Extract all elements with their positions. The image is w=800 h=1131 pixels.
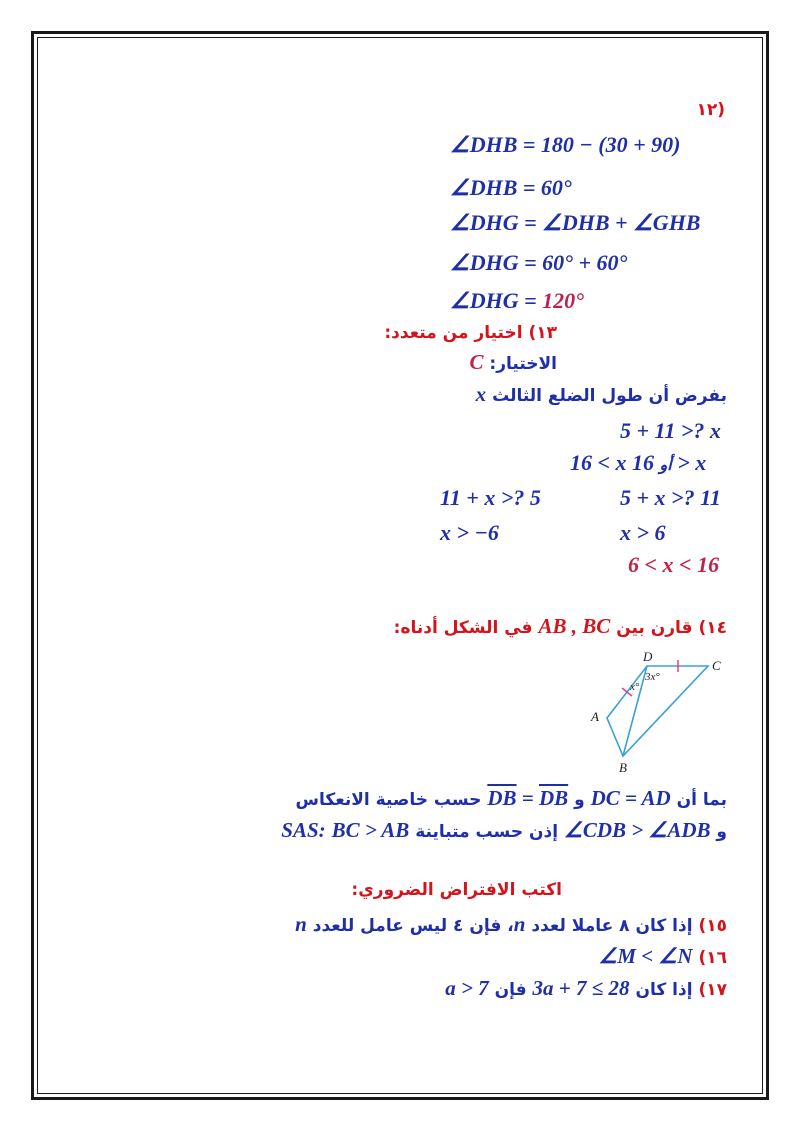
- q13-choice-value: C: [469, 350, 484, 374]
- segment-db-left: $\overline{DB}$: [487, 786, 517, 810]
- quadrilateral-figure: [585, 648, 725, 773]
- q13-final: 6 < x < 16: [628, 552, 720, 577]
- angle-x-label: x°: [630, 681, 640, 693]
- q12-line-5-lhs: ∠DHG =: [450, 288, 543, 313]
- q12-label: (١٢: [696, 100, 725, 120]
- q17-text: إذا كان: [635, 980, 693, 1000]
- q14-since-line: [296, 786, 727, 811]
- q15-var-2: n: [295, 912, 307, 936]
- q13-ineq-2: [570, 450, 706, 476]
- q15-num: ١٥): [698, 916, 727, 936]
- q13-ineq-1: 5 + 11 >? x: [620, 418, 721, 443]
- q14-heading: [394, 614, 727, 639]
- q13-heading: ١٣) اختيار من متعدد:: [384, 323, 557, 343]
- q14-since-math-1: DC = AD: [590, 786, 671, 810]
- q14-heading-text: ١٤) قارن بين: [616, 618, 727, 638]
- q16-line: [599, 944, 727, 969]
- q14-line2-sas: SAS:: [281, 818, 326, 842]
- label-b: B: [619, 760, 627, 773]
- q16-math: ∠M < ∠N: [598, 944, 693, 968]
- q14-line2-math: ∠CDB > ∠ADB: [564, 818, 711, 842]
- q14-line2-text: إذن حسب متباينة: [415, 822, 559, 842]
- q12-line-3: ∠DHG = ∠DHB + ∠GHB: [450, 210, 701, 235]
- q15-text: إذا كان ٨ عاملا لعدد: [531, 916, 693, 936]
- q17-math-2: a > 7: [445, 976, 489, 1000]
- label-a: A: [591, 709, 599, 724]
- q13-assume-var: x: [475, 382, 487, 406]
- q13-assumption: [476, 382, 727, 407]
- q12-line-4: ∠DHG = 60° + 60°: [450, 250, 628, 275]
- q14-line2-result: BC > AB: [331, 818, 410, 842]
- q17-num: ١٧): [698, 980, 727, 1000]
- q13-ineq-2-or: أو: [659, 455, 672, 474]
- q15-var: n: [513, 912, 526, 936]
- q13-assume-text: بفرض أن طول الضلع الثالث: [492, 386, 727, 406]
- q13-ineq-4-right: x > 6: [620, 520, 666, 545]
- q16-num: ١٦): [698, 948, 727, 968]
- assumption-heading: اكتب الافتراض الضروري:: [351, 880, 562, 900]
- q13-choice: [469, 350, 557, 375]
- q13-ineq-4-left: x > −6: [440, 520, 499, 545]
- q12-line-1: ∠DHB = 180 − (30 + 90): [450, 132, 681, 157]
- q15-line: [295, 912, 727, 937]
- q15-text-2: ، فإن ٤ ليس عامل للعدد: [312, 916, 514, 936]
- q14-conclusion-line: [281, 818, 727, 843]
- q13-ineq-2-left: 16 < x: [570, 450, 627, 475]
- q14-since-text: بما أن: [676, 790, 727, 810]
- q14-heading-tail: في الشكل أدناه:: [393, 618, 533, 638]
- q13-ineq-3-right: 5 + x >? 11: [620, 485, 721, 510]
- angle-3x-label: 3x°: [645, 671, 660, 683]
- q12-line-5: [450, 288, 584, 314]
- q13-ineq-2-right: 16 > x: [632, 450, 707, 475]
- segment-db-right: $\overline{DB}$: [539, 786, 569, 810]
- q17-math: 3a + 7 ≤ 28: [532, 976, 630, 1000]
- q12-line-2: ∠DHB = 60°: [450, 175, 572, 200]
- label-d: D: [643, 649, 653, 664]
- label-c: C: [712, 658, 721, 673]
- q17-then: فإن: [494, 980, 527, 1000]
- q17-line: [445, 976, 727, 1001]
- q12-result: 120°: [542, 288, 584, 313]
- q13-choice-label: الاختيار:: [489, 354, 557, 374]
- q14-since-math-2: $\overline{DB} = \overline{DB}$: [487, 786, 569, 810]
- q14-line2-and: و: [716, 822, 727, 842]
- q14-heading-vars: AB , BC: [538, 614, 611, 638]
- q13-ineq-3-left: 11 + x >? 5: [440, 485, 541, 510]
- q14-and-word: و: [574, 790, 585, 810]
- q14-reflex-text: حسب خاصية الانعكاس: [295, 790, 482, 810]
